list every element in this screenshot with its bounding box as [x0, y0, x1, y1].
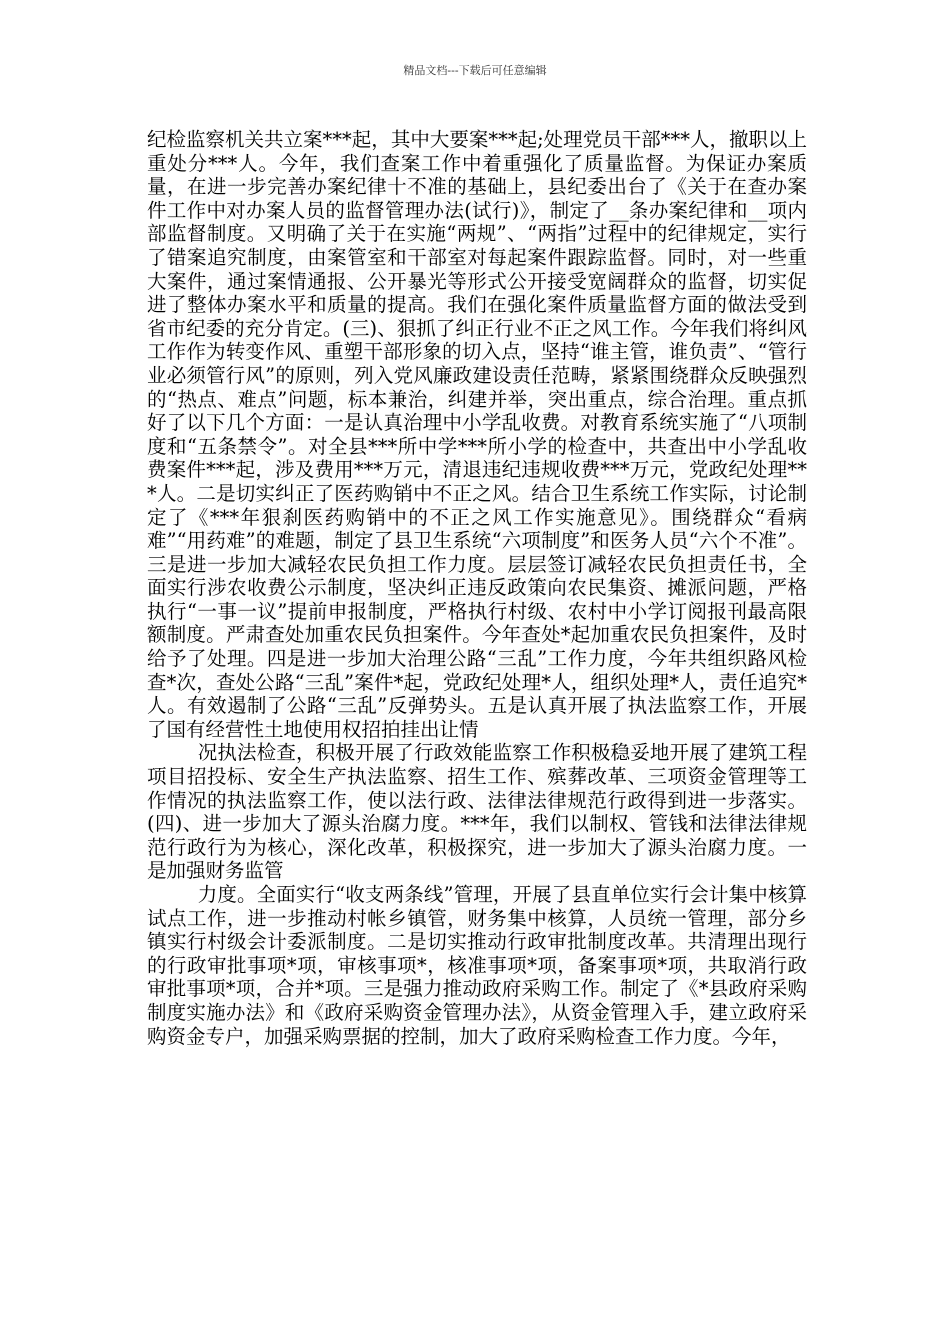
paragraph-3: 力度。全面实行“收支两条线”管理，开展了县直单位实行会计集中核算试点工作，进一步推动村帐乡镇管，财务集中核算，人员统一管理，部分乡镇实行村级会计委派制度。二是切实推动行政审批制度改革。共清理出现行的行政审批事项*项，审核事项*，核准事项*项，备案事项*项，共取消行政审批事项*项，合并*项。三是强力推动政府采购工作。制定了《*县政府采购制度实施办法》和《政府采购资金管理办法》，从资金管理入手，建立政府采购资金专户，加强采购票据的控制，加大了政府采购检查工作力度。今年， — [147, 883, 807, 1048]
page-header: 精品文档---下载后可任意编辑 — [403, 64, 547, 77]
document-body — [147, 128, 807, 1048]
paragraph-1: 纪检监察机关共立案***起，其中大要案***起;处理党员干部***人，撤职以上重处分***人。今年，我们查案工作中着重强化了质量监督。为保证办案质量，在进一步完善办案纪律十不准的基础上，县纪委出台了《关于在查办案件工作中对办案人员的监督管理办法(试行)》，制定了__条办案纪律和__项内部监督制度。又明确了关于在实施“两规”、“两指”过程中的纪律规定，实行了错案追究制度，由案管室和干部室对每起案件跟踪监督。同时，对一些重大案件，通过案情通报、公开暴光等形式公开接受宽阔群众的监督，切实促进了整体办案水平和质量的提高。我们在强化案件质量监督方面的做法受到省市纪委的充分肯定。(三)、狠抓了纠正行业不正之风工作。今年我们将纠风工作作为转变作风、重塑干部形象的切入点，坚持“谁主管，谁负责”、“管行业必须管行风”的原则，列入党风廉政建设责任范畴，紧紧围绕群众反映强烈的“热点、难点”问题，标本兼治，纠建并举，突出重点，综合治理。重点抓好了以下几个方面：一是认真治理中小学乱收费。对教育系统实施了“八项制度和“五条禁令”。对全县***所中学***所小学的检查中，共查出中小学乱收费案件***起，涉及费用***万元，清退违纪违规收费***万元，党政纪处理***人。二是切实纠正了医药购销中不正之风。结合卫生系统工作实际，讨论制定了《***年狠刹医药购销中的不正之风工作实施意见》。围绕群众“看病难”“用药难”的难题，制定了县卫生系统“六项制度”和医务人员“六个不准”。三是进一步加大减轻农民负担工作力度。层层签订减轻农民负担责任书，全面实行涉农收费公示制度，坚决纠正违反政策向农民集资、摊派问题，严格执行“一事一议”提前申报制度，严格执行村级、农村中小学订阅报刊最高限额制度。严肃查处加重农民负担案件。今年查处*起加重农民负担案件，及时给予了处理。四是进一步加大治理公路“三乱”工作力度，今年共组织路风检查*次，查处公路“三乱”案件*起，党政纪处理*人，组织处理*人，责任追究*人。有效遏制了公路“三乱”反弹势头。五是认真开展了执法监察工作，开展了国有经营性土地使用权招拍挂出让情 — [147, 128, 807, 741]
paragraph-2: 况执法检查，积极开展了行政效能监察工作积极稳妥地开展了建筑工程项目招投标、安全生产执法监察、招生工作、殡葬改革、三项资金管理等工作情况的执法监察工作，使以法行政、法律法律规范行政得到进一步落实。(四)、进一步加大了源头治腐力度。***年，我们以制权、管钱和法律法律规范行政行为为核心，深化改革，积极探究，进一步加大了源头治腐力度。一是加强财务监管 — [147, 741, 807, 883]
